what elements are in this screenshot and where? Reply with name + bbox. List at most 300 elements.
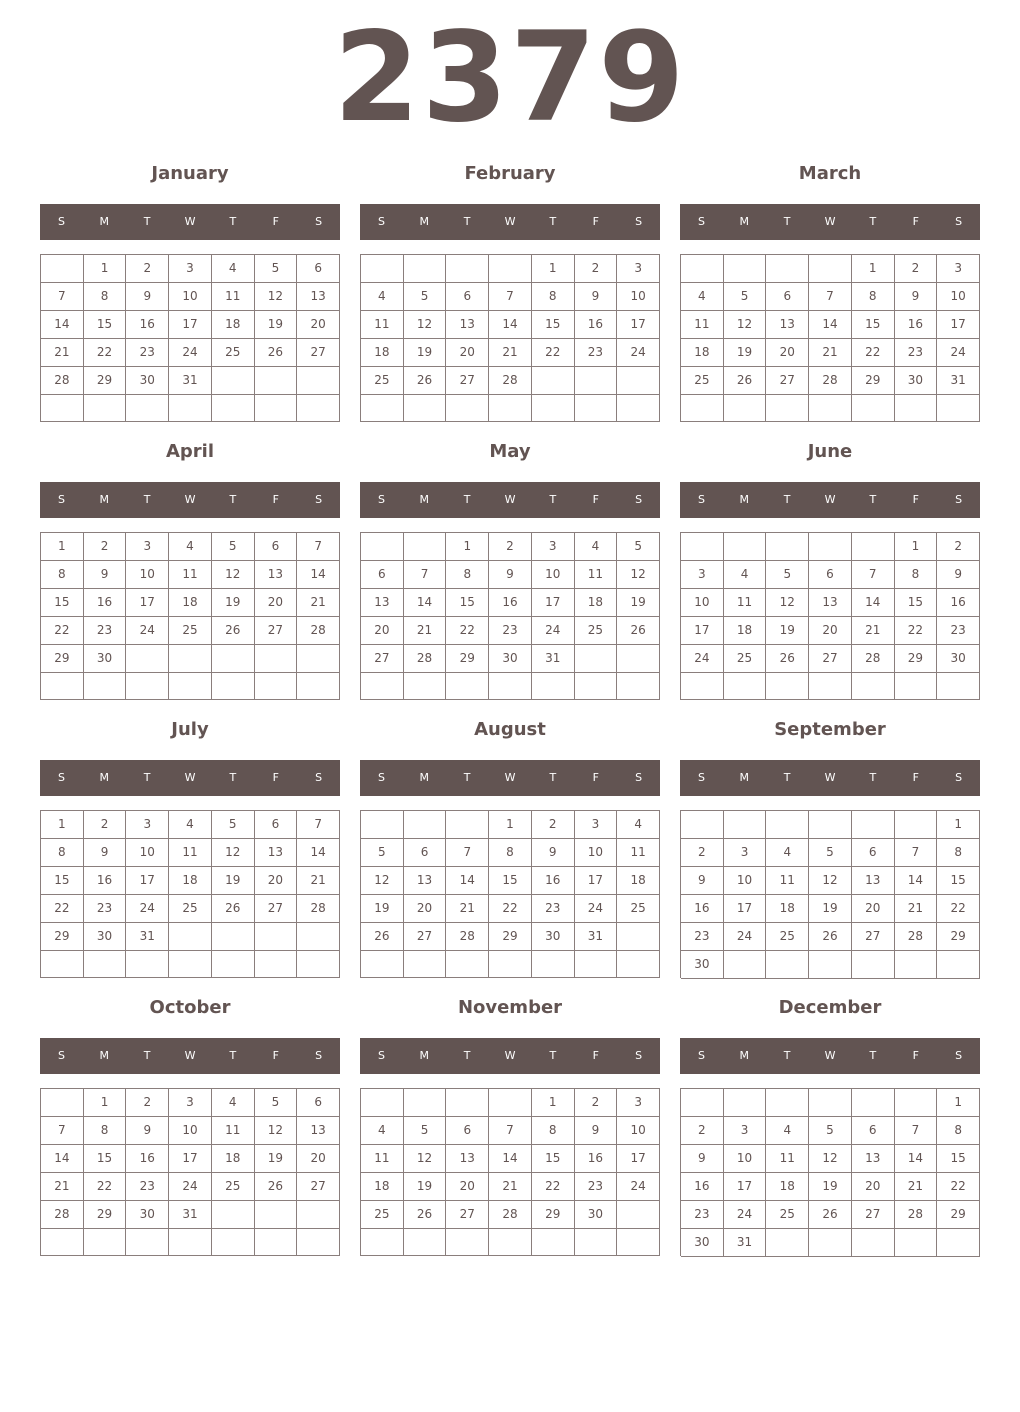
- day-cell: 30: [84, 645, 127, 673]
- day-cell: 15: [937, 867, 980, 895]
- day-cell: 22: [937, 895, 980, 923]
- empty-cell: [297, 645, 340, 673]
- day-grid: [680, 810, 980, 978]
- day-cell: 7: [297, 533, 340, 561]
- day-cell: 1: [937, 1089, 980, 1117]
- empty-cell: [937, 673, 980, 700]
- day-cell: 26: [809, 923, 852, 951]
- empty-cell: [297, 951, 340, 978]
- day-cell: 25: [617, 895, 660, 923]
- empty-cell: [809, 811, 852, 839]
- empty-cell: [212, 395, 255, 422]
- day-cell: 21: [489, 1173, 532, 1201]
- empty-cell: [361, 1229, 404, 1256]
- day-cell: 6: [255, 533, 298, 561]
- day-cell: 17: [575, 867, 618, 895]
- day-cell: 9: [681, 867, 724, 895]
- weekday-label: W: [504, 493, 516, 506]
- weekday-label: T: [143, 215, 151, 228]
- day-cell: 1: [84, 1089, 127, 1117]
- day-cell: 26: [255, 339, 298, 367]
- day-cell: 9: [575, 283, 618, 311]
- day-cell: 2: [126, 255, 169, 283]
- weekday-label: F: [912, 493, 919, 506]
- day-cell: 10: [126, 561, 169, 589]
- day-cell: 13: [852, 867, 895, 895]
- day-cell: 5: [404, 1117, 447, 1145]
- empty-cell: [852, 533, 895, 561]
- day-cell: 15: [446, 589, 489, 617]
- weekday-label: F: [912, 771, 919, 784]
- day-cell: 11: [575, 561, 618, 589]
- weekday-label: M: [739, 493, 750, 506]
- weekday-label: T: [229, 1049, 237, 1062]
- day-cell: 25: [361, 367, 404, 395]
- day-cell: 11: [212, 1117, 255, 1145]
- empty-cell: [41, 1089, 84, 1117]
- empty-cell: [575, 673, 618, 700]
- empty-cell: [852, 1229, 895, 1257]
- day-cell: 9: [126, 1117, 169, 1145]
- day-cell: 26: [404, 367, 447, 395]
- day-cell: 31: [126, 923, 169, 951]
- day-cell: 14: [41, 1145, 84, 1173]
- day-cell: 18: [361, 339, 404, 367]
- empty-cell: [809, 395, 852, 422]
- weekday-label: T: [463, 493, 471, 506]
- day-cell: 15: [895, 589, 938, 617]
- day-cell: 30: [681, 951, 724, 979]
- day-cell: 10: [937, 283, 980, 311]
- empty-cell: [895, 951, 938, 979]
- day-cell: 29: [895, 645, 938, 673]
- empty-cell: [852, 1089, 895, 1117]
- weekday-label: S: [635, 215, 643, 228]
- day-cell: 10: [681, 589, 724, 617]
- day-cell: 6: [852, 1117, 895, 1145]
- empty-cell: [169, 923, 212, 951]
- day-grid: [40, 254, 340, 422]
- day-cell: 7: [41, 1117, 84, 1145]
- empty-cell: [532, 673, 575, 700]
- day-cell: 3: [532, 533, 575, 561]
- day-cell: 24: [617, 339, 660, 367]
- weekday-label: F: [272, 1049, 279, 1062]
- day-cell: 9: [489, 561, 532, 589]
- day-cell: 15: [532, 311, 575, 339]
- day-cell: 5: [809, 839, 852, 867]
- empty-cell: [809, 951, 852, 979]
- empty-cell: [297, 367, 340, 395]
- day-cell: 16: [575, 1145, 618, 1173]
- day-cell: 7: [895, 839, 938, 867]
- empty-cell: [404, 1229, 447, 1256]
- day-cell: 11: [169, 561, 212, 589]
- day-cell: 3: [681, 561, 724, 589]
- weekday-label: S: [377, 215, 385, 228]
- empty-cell: [766, 811, 809, 839]
- day-cell: 10: [617, 283, 660, 311]
- day-cell: 12: [255, 283, 298, 311]
- day-cell: 1: [895, 533, 938, 561]
- day-cell: 19: [212, 867, 255, 895]
- day-cell: 3: [575, 811, 618, 839]
- weekday-label: T: [783, 493, 791, 506]
- day-cell: 6: [852, 839, 895, 867]
- day-cell: 12: [212, 561, 255, 589]
- day-cell: 21: [297, 867, 340, 895]
- day-cell: 27: [766, 367, 809, 395]
- day-cell: 24: [724, 923, 767, 951]
- empty-cell: [84, 1229, 127, 1256]
- day-cell: 16: [126, 1145, 169, 1173]
- weekday-label: S: [697, 215, 705, 228]
- day-cell: 12: [617, 561, 660, 589]
- day-cell: 29: [84, 367, 127, 395]
- day-cell: 29: [41, 645, 84, 673]
- day-cell: 7: [404, 561, 447, 589]
- day-cell: 17: [617, 1145, 660, 1173]
- month-name: July: [171, 719, 209, 740]
- day-cell: 18: [575, 589, 618, 617]
- day-cell: 18: [361, 1173, 404, 1201]
- empty-cell: [297, 1201, 340, 1229]
- day-cell: 24: [724, 1201, 767, 1229]
- empty-cell: [489, 1089, 532, 1117]
- day-cell: 2: [575, 255, 618, 283]
- day-cell: 8: [895, 561, 938, 589]
- day-cell: 14: [41, 311, 84, 339]
- weekday-label: F: [272, 493, 279, 506]
- day-cell: 16: [937, 589, 980, 617]
- day-cell: 8: [446, 561, 489, 589]
- day-cell: 18: [766, 1173, 809, 1201]
- day-cell: 10: [724, 867, 767, 895]
- weekday-label: M: [739, 215, 750, 228]
- weekday-label: T: [783, 215, 791, 228]
- day-cell: 7: [895, 1117, 938, 1145]
- day-cell: 12: [809, 1145, 852, 1173]
- day-cell: 4: [766, 1117, 809, 1145]
- day-cell: 4: [212, 1089, 255, 1117]
- day-cell: 27: [361, 645, 404, 673]
- day-grid: [40, 1088, 340, 1256]
- weekday-label: S: [315, 1049, 323, 1062]
- day-cell: 30: [489, 645, 532, 673]
- empty-cell: [489, 255, 532, 283]
- day-cell: 10: [532, 561, 575, 589]
- day-cell: 1: [41, 811, 84, 839]
- day-cell: 7: [41, 283, 84, 311]
- weekday-header: [360, 482, 660, 518]
- day-cell: 20: [852, 1173, 895, 1201]
- weekday-label: S: [955, 1049, 963, 1062]
- day-cell: 12: [404, 311, 447, 339]
- empty-cell: [255, 1201, 298, 1229]
- day-cell: 15: [41, 589, 84, 617]
- empty-cell: [617, 673, 660, 700]
- day-cell: 11: [766, 1145, 809, 1173]
- day-cell: 23: [575, 339, 618, 367]
- empty-cell: [84, 951, 127, 978]
- empty-cell: [297, 673, 340, 700]
- day-cell: 7: [852, 561, 895, 589]
- day-cell: 5: [255, 255, 298, 283]
- day-cell: 14: [446, 867, 489, 895]
- day-cell: 14: [489, 311, 532, 339]
- weekday-label: S: [697, 771, 705, 784]
- day-cell: 25: [724, 645, 767, 673]
- day-cell: 23: [84, 617, 127, 645]
- day-cell: 1: [446, 533, 489, 561]
- weekday-label: F: [272, 215, 279, 228]
- day-cell: 31: [169, 1201, 212, 1229]
- day-cell: 13: [297, 1117, 340, 1145]
- day-grid: [680, 1088, 980, 1256]
- day-cell: 17: [532, 589, 575, 617]
- day-cell: 3: [169, 255, 212, 283]
- empty-cell: [895, 395, 938, 422]
- weekday-label: M: [99, 493, 110, 506]
- day-cell: 20: [297, 311, 340, 339]
- day-cell: 14: [852, 589, 895, 617]
- day-cell: 16: [681, 895, 724, 923]
- empty-cell: [852, 395, 895, 422]
- day-cell: 14: [809, 311, 852, 339]
- weekday-label: M: [419, 215, 430, 228]
- month-name: December: [778, 997, 882, 1018]
- day-cell: 22: [937, 1173, 980, 1201]
- day-cell: 27: [255, 895, 298, 923]
- day-cell: 23: [84, 895, 127, 923]
- day-cell: 23: [937, 617, 980, 645]
- day-cell: 27: [852, 923, 895, 951]
- day-cell: 5: [255, 1089, 298, 1117]
- day-cell: 23: [126, 1173, 169, 1201]
- month-name: August: [474, 719, 546, 740]
- month-name: November: [457, 997, 563, 1018]
- day-cell: 17: [617, 311, 660, 339]
- day-cell: 8: [84, 283, 127, 311]
- empty-cell: [681, 1089, 724, 1117]
- day-cell: 20: [255, 867, 298, 895]
- day-cell: 24: [937, 339, 980, 367]
- empty-cell: [937, 1229, 980, 1257]
- month-name: April: [165, 441, 215, 462]
- day-cell: 27: [297, 339, 340, 367]
- day-cell: 1: [489, 811, 532, 839]
- day-grid: [360, 1088, 660, 1256]
- month-name: September: [774, 719, 886, 740]
- weekday-header: [360, 204, 660, 240]
- empty-cell: [724, 673, 767, 700]
- empty-cell: [212, 1229, 255, 1256]
- day-cell: 31: [724, 1229, 767, 1257]
- day-cell: 13: [255, 839, 298, 867]
- day-cell: 21: [297, 589, 340, 617]
- empty-cell: [681, 255, 724, 283]
- year-title: 2379: [333, 6, 687, 150]
- day-cell: 25: [169, 895, 212, 923]
- day-cell: 5: [212, 533, 255, 561]
- day-cell: 6: [446, 1117, 489, 1145]
- day-cell: 8: [41, 839, 84, 867]
- weekday-label: F: [592, 215, 599, 228]
- empty-cell: [297, 1229, 340, 1256]
- day-cell: 2: [937, 533, 980, 561]
- day-cell: 31: [169, 367, 212, 395]
- day-cell: 30: [126, 367, 169, 395]
- empty-cell: [617, 1201, 660, 1229]
- day-cell: 3: [617, 1089, 660, 1117]
- day-cell: 6: [297, 255, 340, 283]
- weekday-label: T: [869, 771, 877, 784]
- day-cell: 19: [404, 1173, 447, 1201]
- empty-cell: [489, 951, 532, 978]
- day-cell: 25: [681, 367, 724, 395]
- day-cell: 6: [255, 811, 298, 839]
- empty-cell: [212, 923, 255, 951]
- empty-cell: [446, 951, 489, 978]
- day-cell: 24: [126, 895, 169, 923]
- day-cell: 16: [532, 867, 575, 895]
- day-grid: [40, 810, 340, 978]
- day-cell: 20: [852, 895, 895, 923]
- empty-cell: [575, 367, 618, 395]
- day-cell: 21: [41, 1173, 84, 1201]
- day-cell: 7: [489, 1117, 532, 1145]
- day-cell: 9: [84, 839, 127, 867]
- day-cell: 16: [575, 311, 618, 339]
- empty-cell: [532, 1229, 575, 1256]
- day-cell: 15: [532, 1145, 575, 1173]
- weekday-label: W: [824, 1049, 836, 1062]
- empty-cell: [681, 395, 724, 422]
- empty-cell: [895, 1229, 938, 1257]
- day-cell: 31: [575, 923, 618, 951]
- empty-cell: [41, 255, 84, 283]
- empty-cell: [404, 811, 447, 839]
- empty-cell: [852, 811, 895, 839]
- day-cell: 5: [809, 1117, 852, 1145]
- weekday-label: F: [592, 493, 599, 506]
- day-grid: [360, 254, 660, 422]
- weekday-label: T: [229, 493, 237, 506]
- empty-cell: [724, 811, 767, 839]
- weekday-label: T: [143, 1049, 151, 1062]
- weekday-label: T: [549, 493, 557, 506]
- day-cell: 26: [724, 367, 767, 395]
- empty-cell: [361, 255, 404, 283]
- day-cell: 27: [852, 1201, 895, 1229]
- empty-cell: [361, 811, 404, 839]
- empty-cell: [681, 533, 724, 561]
- day-cell: 13: [446, 311, 489, 339]
- day-cell: 3: [724, 1117, 767, 1145]
- day-cell: 4: [575, 533, 618, 561]
- weekday-label: T: [869, 1049, 877, 1062]
- weekday-label: M: [99, 215, 110, 228]
- day-cell: 29: [937, 1201, 980, 1229]
- weekday-label: F: [912, 1049, 919, 1062]
- day-cell: 30: [575, 1201, 618, 1229]
- day-cell: 17: [126, 589, 169, 617]
- day-cell: 10: [169, 1117, 212, 1145]
- day-cell: 6: [446, 283, 489, 311]
- day-cell: 12: [809, 867, 852, 895]
- weekday-header: [680, 204, 980, 240]
- empty-cell: [361, 1089, 404, 1117]
- empty-cell: [126, 645, 169, 673]
- day-cell: 18: [212, 1145, 255, 1173]
- weekday-label: S: [57, 215, 65, 228]
- empty-cell: [255, 367, 298, 395]
- day-cell: 20: [446, 339, 489, 367]
- empty-cell: [617, 923, 660, 951]
- day-cell: 4: [617, 811, 660, 839]
- weekday-label: S: [377, 493, 385, 506]
- empty-cell: [895, 811, 938, 839]
- weekday-label: M: [419, 1049, 430, 1062]
- empty-cell: [255, 1229, 298, 1256]
- day-cell: 19: [809, 1173, 852, 1201]
- day-cell: 28: [489, 1201, 532, 1229]
- day-cell: 30: [895, 367, 938, 395]
- weekday-label: T: [463, 771, 471, 784]
- empty-cell: [681, 673, 724, 700]
- day-cell: 8: [41, 561, 84, 589]
- day-cell: 18: [169, 589, 212, 617]
- day-cell: 16: [84, 589, 127, 617]
- day-cell: 18: [169, 867, 212, 895]
- day-cell: 9: [575, 1117, 618, 1145]
- day-cell: 29: [84, 1201, 127, 1229]
- day-cell: 27: [809, 645, 852, 673]
- empty-cell: [404, 395, 447, 422]
- empty-cell: [361, 673, 404, 700]
- empty-cell: [169, 951, 212, 978]
- empty-cell: [297, 395, 340, 422]
- day-cell: 22: [895, 617, 938, 645]
- day-cell: 31: [532, 645, 575, 673]
- day-cell: 9: [532, 839, 575, 867]
- day-cell: 22: [532, 339, 575, 367]
- day-cell: 7: [489, 283, 532, 311]
- day-cell: 13: [361, 589, 404, 617]
- day-cell: 2: [84, 811, 127, 839]
- day-cell: 3: [169, 1089, 212, 1117]
- day-cell: 2: [681, 1117, 724, 1145]
- empty-cell: [169, 1229, 212, 1256]
- day-cell: 24: [681, 645, 724, 673]
- day-cell: 7: [809, 283, 852, 311]
- day-cell: 15: [41, 867, 84, 895]
- weekday-header: [680, 1038, 980, 1074]
- empty-cell: [84, 395, 127, 422]
- day-cell: 15: [937, 1145, 980, 1173]
- empty-cell: [617, 367, 660, 395]
- weekday-label: M: [99, 1049, 110, 1062]
- day-cell: 19: [809, 895, 852, 923]
- day-cell: 1: [852, 255, 895, 283]
- weekday-header: [40, 482, 340, 518]
- empty-cell: [575, 395, 618, 422]
- day-cell: 28: [895, 923, 938, 951]
- day-cell: 28: [297, 617, 340, 645]
- day-cell: 21: [895, 1173, 938, 1201]
- day-cell: 25: [766, 1201, 809, 1229]
- day-cell: 8: [937, 1117, 980, 1145]
